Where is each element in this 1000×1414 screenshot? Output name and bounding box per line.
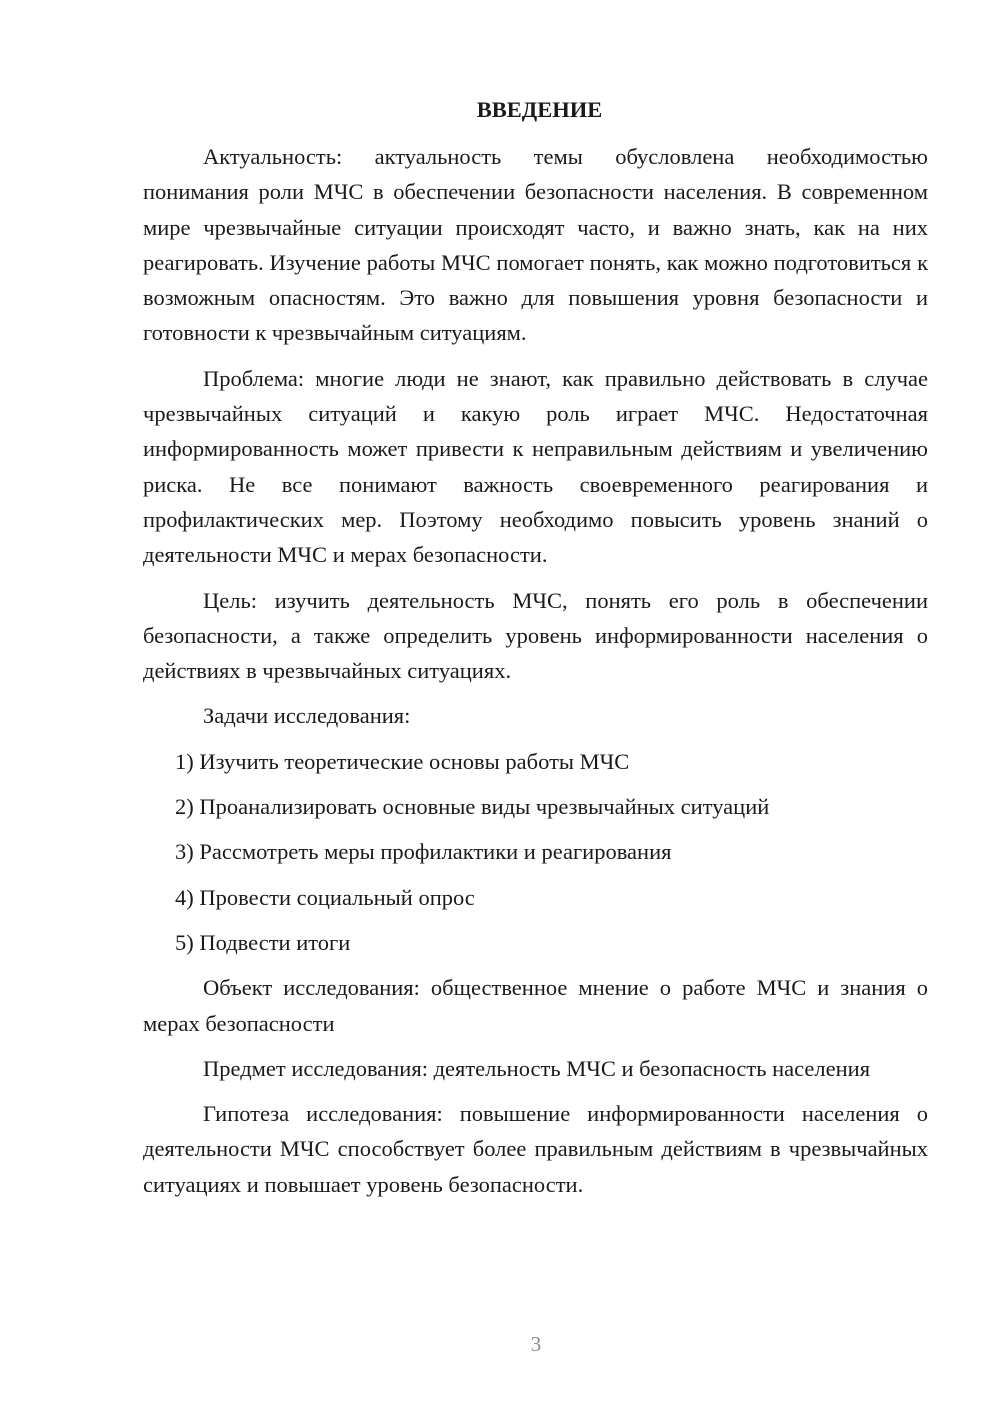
tasks-heading: Задачи исследования: [203, 703, 411, 729]
task-item: 2) Проанализировать основные виды чрезвычайных ситуаций [175, 794, 770, 820]
task-item: 5) Подвести итоги [175, 929, 351, 955]
document-page [143, 94, 928, 1212]
problem-paragraph: Проблема: многие люди не знают, как правильно действовать в случае чрезвычайных ситуаций и какую роль играет МЧС. Недостаточная информированность может привести к неправильным действиям и увеличению риска. Не все понимают важность своевременного реагирования и профилактических мер. Поэтому необходимо повысить уровень знаний о деятельности МЧС и мерах безопасности. [143, 365, 928, 568]
page-title: ВВЕДЕНИЕ [476, 97, 603, 122]
subject-paragraph: Предмет исследования: деятельность МЧС и безопасность населения [203, 1055, 871, 1081]
goal-paragraph: Цель: изучить деятельность МЧС, понять его роль в обеспечении безопасности, а также определить уровень информированности населения о действиях в чрезвычайных ситуациях. [143, 587, 928, 684]
object-paragraph: Объект исследования: общественное мнение о работе МЧС и знания о мерах безопасности [143, 975, 928, 1036]
page-number: 3 [530, 1332, 542, 1356]
task-item: 4) Провести социальный опрос [175, 884, 475, 910]
task-item: 3) Рассмотреть меры профилактики и реагирования [175, 839, 672, 865]
task-item: 1) Изучить теоретические основы работы МЧС [175, 748, 630, 774]
relevance-paragraph: Актуальность: актуальность темы обусловлена необходимостью понимания роли МЧС в обеспечении безопасности населения. В современном мире чрезвычайные ситуации происходят часто, и важно знать, как на них реагировать. Изучение работы МЧС помогает понять, как можно подготовиться к возможным опасностям. Это важно для повышения уровня безопасности и готовности к чрезвычайным ситуациям. [143, 144, 928, 346]
hypothesis-paragraph: Гипотеза исследования: повышение информированности населения о деятельности МЧС способствует более правильным действиям в чрезвычайных ситуациях и повышает уровень безопасности. [143, 1101, 928, 1197]
task-list [143, 744, 928, 960]
